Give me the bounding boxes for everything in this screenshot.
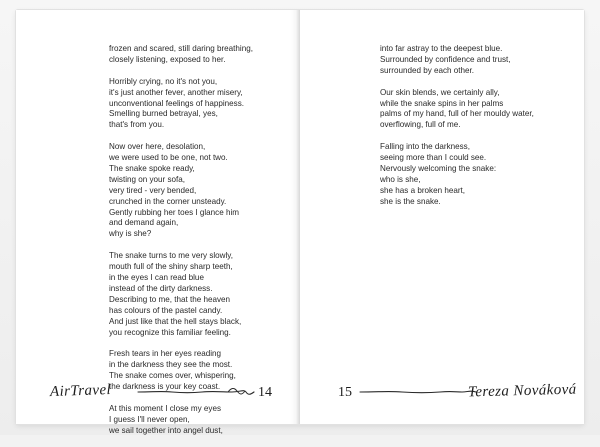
poem-stanza: [109, 77, 289, 132]
poem-stanza: [380, 142, 560, 207]
left-page-number: 14: [258, 385, 272, 400]
poem-line: and demand again,: [109, 218, 179, 228]
poem-line: Nervously welcoming the snake:: [380, 163, 497, 173]
poem-line: Fresh tears in her eyes reading: [109, 349, 222, 359]
poem-line: in the darkness they see the most.: [109, 360, 233, 370]
left-footer: [16, 378, 300, 402]
poem-line: palms of my hand, full of her mouldy water,: [380, 109, 534, 119]
poem-line: has colours of the pastel candy.: [109, 305, 223, 315]
poem-line: The snake turns to me very slowly,: [109, 251, 233, 261]
poem-line: why is she?: [109, 229, 152, 239]
poem-line: while the snake spins in her palms: [380, 98, 504, 108]
poem-stanza: [380, 88, 560, 132]
poem-line: twisting on your sofa,: [109, 174, 186, 184]
poem-stanza: [380, 44, 560, 77]
right-footer-squiggle-icon: [358, 383, 478, 397]
author-name: Tereza Nováková: [467, 381, 577, 401]
poem-stanza: [109, 44, 289, 66]
poem-line: Surrounded by confidence and trust,: [380, 54, 511, 64]
poem-line: Now over here, desolation,: [109, 142, 206, 152]
poem-line: in the eyes I can read blue: [109, 272, 204, 282]
poem-line: she has a broken heart,: [380, 185, 466, 195]
poem-line: Describing to me, that the heaven: [109, 294, 231, 304]
poem-line: seeing more than I could see.: [380, 153, 487, 163]
poem-line: mouth full of the shiny sharp teeth,: [109, 262, 233, 272]
poem-line: surrounded by each other.: [380, 65, 475, 75]
poem-line: Gently rubbing her toes I glance him: [109, 207, 240, 217]
left-footer-squiggle-icon: [136, 383, 256, 397]
poem-line: Our skin blends, we certainly ally,: [380, 87, 500, 97]
poem-line: Smelling burned betrayal, yes,: [109, 109, 218, 119]
open-book: [16, 10, 584, 435]
poem-stanza: [109, 142, 289, 240]
poem-line: we were used to be one, not two.: [109, 153, 228, 163]
poem-line: the darkness is your key coast.: [109, 382, 221, 392]
poem-line: very tired - very bended,: [109, 185, 197, 195]
poem-line: who is she,: [380, 174, 421, 184]
right-poem: [380, 44, 560, 218]
poem-line: The snake spoke ready,: [109, 163, 195, 173]
left-page-shadow: [290, 10, 300, 424]
poem-line: you recognize this familiar feeling.: [109, 327, 231, 337]
poem-line: that's from you.: [109, 120, 165, 130]
poem-line: The snake comes over, whispering,: [109, 371, 236, 381]
book-title: AirTravel: [49, 381, 112, 401]
poem-line: frozen and scared, still daring breathing,: [109, 44, 253, 53]
poem-line: it's just another fever, another misery,: [109, 87, 243, 97]
poem-line: Falling into the darkness,: [380, 142, 470, 152]
poem-line: overflowing, full of me.: [380, 120, 461, 130]
right-page-number: 15: [338, 385, 352, 400]
poem-line: unconventional feelings of happiness.: [109, 98, 244, 108]
poem-line: instead of the dirty darkness.: [109, 283, 213, 293]
poem-stanza: [109, 251, 289, 338]
right-footer: [300, 378, 584, 402]
poem-line: I guess I'll never open,: [109, 414, 190, 424]
right-page: [300, 10, 584, 424]
poem-line: she is the snake.: [380, 196, 441, 206]
left-page: [16, 10, 300, 435]
poem-line: And just like that the hell stays black,: [109, 316, 242, 326]
poem-line: closely listening, exposed to her.: [109, 54, 226, 64]
poem-line: crunched in the corner unsteady.: [109, 196, 227, 206]
poem-line: into far astray to the deepest blue.: [380, 44, 503, 53]
poem-stanza: [109, 404, 289, 437]
poem-line: At this moment I close my eyes: [109, 403, 222, 413]
poem-line: Horribly crying, no it's not you,: [109, 76, 218, 86]
poem-line: we sail together into angel dust,: [109, 425, 223, 435]
